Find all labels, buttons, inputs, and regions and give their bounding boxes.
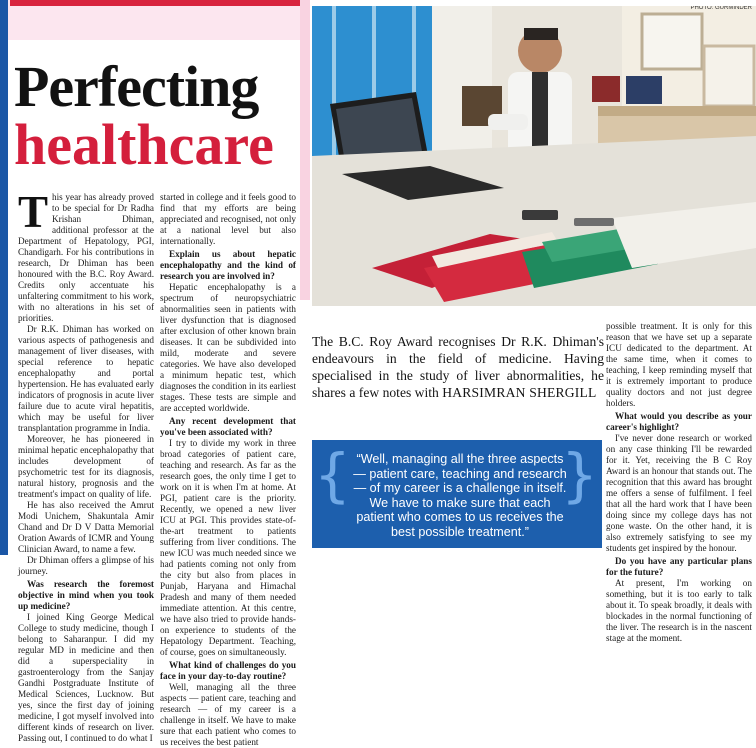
interview-question: What would you describe as your career's highlight? bbox=[606, 411, 752, 432]
interview-question: Was research the foremost objective in mind when you took up medicine? bbox=[18, 579, 154, 611]
paragraph: Moreover, he has pioneered in minimal hepatic encephalopathy that includes development of psychometric test for its diagnosis, natural history, prognosis and the treatment's impact on quality of life. bbox=[18, 434, 154, 499]
interview-answer: I try to divide my work in three broad categories of patient care, teaching and research. As far as the research goes, the only time I get to work on it is when I'm at home. At PGI, patient care is the priority. Recently, we opened a new liver ICU at PGI. This provides state-of-the-art treatment to patients suffering from liver conditions. The new ICU was much needed since we had patients coming not only from the city but also from places in Punjab, Haryana and Himachal Pradesh and many of them needed immediate attention. At this centre, we have also tried to provide hands-on experience to students of the Hepatology Department. Teaching, of course, goes on simultaneously. bbox=[160, 438, 296, 657]
right-brace-icon: } bbox=[561, 441, 598, 509]
pull-quote-box bbox=[312, 440, 602, 548]
gutter-pink-strip bbox=[300, 0, 310, 300]
left-color-bar bbox=[0, 0, 8, 555]
interview-question: Explain us about hepatic encephalopathy and the kind of research you are involved in? bbox=[160, 249, 296, 281]
top-red-rule bbox=[10, 0, 300, 6]
interview-question: Do you have any particular plans for the future? bbox=[606, 556, 752, 577]
byline: HARSIMRAN SHERGILL bbox=[442, 385, 597, 400]
pull-quote-text: “Well, managing all the three aspects — patient care, teaching and research — of my career is a challenge in itself. We have to make sure that each patient who comes to us receives the best possible treatment.” bbox=[353, 452, 567, 539]
paragraph: possible treatment. It is only for this reason that we have set up a separate ICU dedicated to the department. At the same time, when it comes to teaching, I keep reminding myself that it is extremely important to produce quality doctors and not just degree holders. bbox=[606, 321, 752, 408]
photo-credit: PHOTO: GURMINDER bbox=[690, 6, 752, 11]
top-pink-strip bbox=[8, 0, 301, 40]
drop-cap: T bbox=[18, 187, 49, 237]
headline-line-1: Perfecting bbox=[14, 54, 259, 119]
interview-answer: Hepatic encephalopathy is a spectrum of neuropsychiatric abnormalities seen in patients with liver dysfunction that is diagnosed after exclusion of other known brain diseases. It can be subdivided into mild, moderate and severe categories. We have also developed a minimum hepatic test, which diagnoses the condition in its earliest stages. These tests are simple and are accepted worldwide. bbox=[160, 282, 297, 413]
interview-answer: Well, managing all the three aspects — patient care, teaching and research — of my career is a challenge in itself. We have to make sure that each patient who comes to us receives the best patient bbox=[160, 682, 296, 747]
paragraph: Dr R.K. Dhiman has worked on various aspects of pathogenesis and management of liver diseases, with special reference to hepatic encephalopathy and portal hypertension. He has evaluated early indicators of prognosis in acute liver failure due to acute viral hepatitis, which may be useful for liver transplantation programme in India. bbox=[18, 324, 154, 433]
interview-answer: I've never done research or worked on any case thinking I'll be rewarded for it. Yet, receiving the B C Roy Award is an honour that stands out. The recognition that this award has brought me offers a sense of fulfilment. I feel that all the hard work that I have been doing since my college days has not gone waste. On the other hand, it is also extremely satisfying to see my students get inspired by the honour. bbox=[606, 433, 752, 553]
article-column-1 bbox=[18, 187, 154, 744]
interview-answer: I joined King George Medical College to study medicine, though I belong to Saharanpur. I did my regular MD in medicine and then did a superspeciality in gastroenterology from the Sanjay Gandhi Postgraduate Institute of Medical Sciences, Lucknow. But yes, since the first day of joining medicine, I got myself involved into different kinds of research on liver. Passing out, I continued to do what I bbox=[18, 612, 154, 743]
office-scene-illustration bbox=[312, 6, 756, 306]
article-column-3 bbox=[606, 321, 752, 644]
interview-question: Any recent development that you've been associated with? bbox=[160, 416, 296, 437]
portrait-photo bbox=[312, 6, 756, 306]
intro-blurb bbox=[312, 333, 604, 401]
left-brace-icon: { bbox=[314, 441, 351, 509]
interview-answer: At present, I'm working on something, but it is too early to talk about it. To speak broadly, it deals with blockades in the normal functioning of the liver. The research is in the nascent stage at the moment. bbox=[606, 578, 752, 643]
article-column-2 bbox=[160, 192, 296, 748]
headline-line-2: healthcare bbox=[14, 112, 274, 177]
paragraph: Dr Dhiman offers a glimpse of his journey. bbox=[18, 555, 154, 576]
interview-question: What kind of challenges do you face in your day-to-day routine? bbox=[160, 660, 296, 681]
paragraph: started in college and it feels good to find that my efforts are being appreciated and recognised, not only at a national level but also internationally. bbox=[160, 192, 296, 246]
intro-text: The B.C. Roy Award recognises Dr R.K. Dhiman's endeavours in the field of medicine. Having specialised in the study of liver abnormalities, he shares a few notes with bbox=[312, 334, 604, 400]
lead-paragraph: his year has already proved to be special for Dr Radha Krishan Dhiman, additional professor at the Department of Hepatology, PGI, Chandigarh. For his contributions in research, Dr Dhiman has been honoured with the B.C. Roy Award. Credits only accentuate his unfaltering commitment to his work, with no alterations in his set of priorities. bbox=[18, 192, 154, 323]
paragraph: He has also received the Amrut Modi Unichem, Shakuntala Amir Chand and Dr D V Datta Memorial Oration Awards of ICMR and Young Clinician Award, to name a few. bbox=[18, 500, 154, 554]
